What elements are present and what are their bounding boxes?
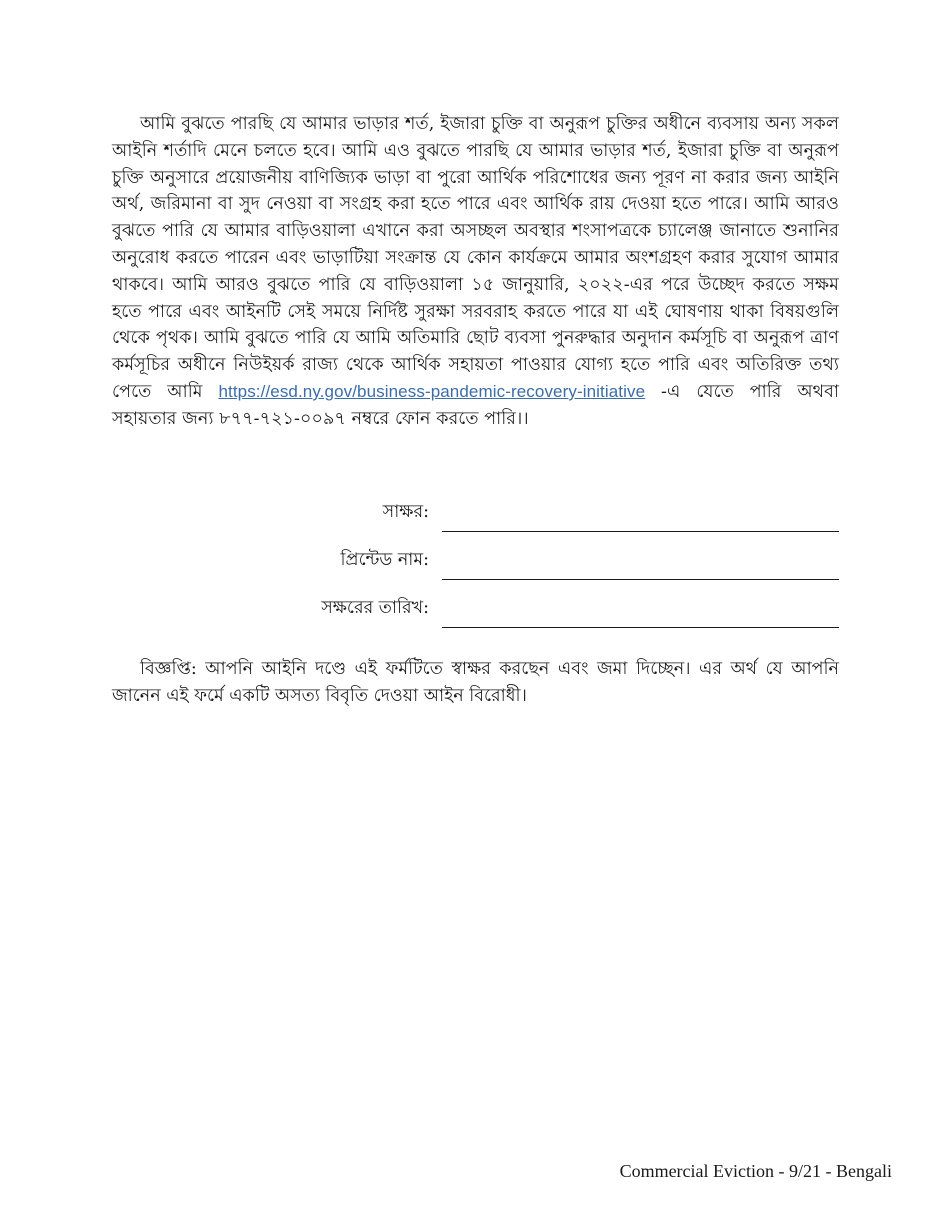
declaration-text-before-link: আমি বুঝতে পারছি যে আমার ভাড়ার শর্ত, ইজারা চুক্তি বা অনুরূপ চুক্তির অধীনে ব্যবসায় অন্য সকল আইনি শর্তাদি মেনে চলতে হবে। আমি এও বুঝতে পারছি যে আমার ভাড়ার শর্ত, ইজারা চুক্তি বা অনুরূপ চুক্তি অনুসারে প্রয়োজনীয় বাণিজ্যিক ভাড়া বা পুরো আর্থিক পরিশোধের জন্য পূরণ না করার জন্য আইনি অর্থ, জরিমানা বা সুদ নেওয়া বা সংগ্রহ করা হতে পারে এবং আর্থিক রায় দেওয়া হতে পারে। আমি আরও বুঝতে পারি যে আমার বাড়িওয়ালা এখানে করা অসচ্ছল অবস্থার শংসাপত্রকে চ্যালেঞ্জ জানাতে শুনানির অনুরোধ করতে পারেন এবং ভাড়াটিয়া সংক্রান্ত যে কোন কার্যক্রমে আমার অংশগ্রহণ করার সুযোগ আমার থাকবে। আমি আরও বুঝতে পারি যে বাড়িওয়ালা ১৫ জানুয়ারি, ২০২২-এর পরে উচ্ছেদ করতে সক্ষম হতে পারে এবং আইনটি সেই সময়ে নির্দিষ্ট সুরক্ষা সরবরাহ করতে পারে যা এই ঘোষণায় থাকা বিষয়গুলি থেকে পৃথক। আমি বুঝতে পারি যে আমি অতিমারি ছোট ব্যবসা পুনরুদ্ধার অনুদান কর্মসূচি বা অনুরূপ ত্রাণ কর্মসূচির অধীনে নিউইয়র্ক রাজ্য থেকে আর্থিক সহায়তা পাওয়ার যোগ্য হতে পারি এবং অতিরিক্ত তথ্য পেতে আমি xyxy=(112,114,839,402)
signature-date-label: সক্ষরের তারিখ: xyxy=(321,598,429,618)
declaration-text-after-link: -এ যেতে পারি অথবা সহায়তার জন্য ৮৭৭-৭২১-০০৯৭ নম্বরে ফোন করতে পারি।। xyxy=(112,381,839,429)
signature-date-row xyxy=(112,598,839,628)
printed-name-label: প্রিন্টেড নাম: xyxy=(340,550,429,570)
signature-label: সাক্ষর: xyxy=(382,502,429,522)
signature-row xyxy=(112,502,839,532)
declaration-paragraph xyxy=(112,111,839,433)
signature-line[interactable] xyxy=(442,531,839,532)
legal-notice: বিজ্ঞপ্তি: আপনি আইনি দণ্ডে এই ফর্মটিতে স্বাক্ষর করছেন এবং জমা দিচ্ছেন। এর অর্থ যে আপনি জানেন এই ফর্মে একটি অসত্য বিবৃতি দেওয়া আইন বিরোধী। xyxy=(112,659,839,706)
page-footer: Commercial Eviction - 9/21 - Bengali xyxy=(619,1161,892,1181)
printed-name-row xyxy=(112,550,839,580)
printed-name-line[interactable] xyxy=(442,579,839,580)
recovery-initiative-link[interactable]: https://esd.ny.gov/business-pandemic-recovery-initiative xyxy=(218,381,646,401)
signature-date-line[interactable] xyxy=(442,627,839,628)
